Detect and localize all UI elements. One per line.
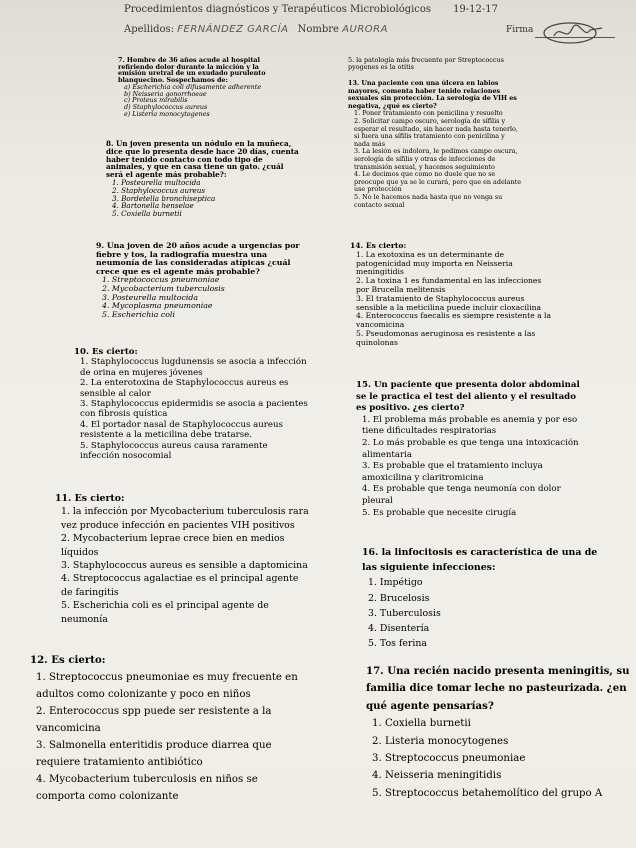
answer-option: 2. Lo más probable es que tenga una intoxicación [362,437,579,448]
question-stem-line: negativa, ¿qué es cierto? [348,101,437,110]
text-line: 5. la patología más frecuente por Streptococcus [348,56,504,64]
answer-option: amoxicilina y claritromicina [362,472,484,483]
question-17 [366,663,630,802]
answer-option: b) Neisseria gonorrhoeae [124,89,207,98]
nombre-value: AURORA [342,24,388,35]
statement-line: por Brucella melitensis [356,284,446,294]
answer-option: tiene dificultades respiratorias [362,426,497,437]
question-stem-line: neumonía de las consideradas atípicas ¿cuál [96,258,291,268]
answer-option: 1. Impétigo [368,577,423,589]
question-stem-line: 8. Un joven presenta un nódulo en la muñeca, [106,139,292,148]
statement-line: resistente a la meticilina debe tratarse. [80,430,252,441]
answer-option: 2. Staphylococcus aureus [112,185,206,195]
statement-line: 3. Salmonella enteritidis produce diarrea que [36,740,272,751]
statement-line: 2. Mycobacterium leprae crece bien en medios [61,533,285,545]
answer-option: 4. Neisseria meningitidis [372,770,502,782]
statement-line: vancomicina [356,320,405,330]
answer-option: esperar el resultado, sin hacer nada hasta tenerlo, [354,124,518,133]
statement-line: de orina en mujeres jóvenes [80,367,203,378]
answer-option: 3. Tuberculosis [368,607,441,619]
answer-option: 5. No le hacemos nada hasta que no venga su [354,192,503,201]
firma-label: Firma [506,25,534,35]
question-stem-line: las siguiente infecciones: [362,562,496,574]
answer-option: 4. Mycoplasma pneumoniae [102,301,213,311]
statement-line: 3. Staphylococcus aureus es sensible a daptomicina [61,560,308,572]
question-11 [55,492,309,626]
answer-option: 2. Listeria monocytogenes [372,735,509,747]
question-14 [350,242,551,348]
question-stem-line: haber tenido contacto con todo tipo de [106,154,263,164]
statement-line: 5. Pseudomonas aeruginosa es resistente a las [356,328,536,338]
answer-option: 4. Disentería [368,623,430,635]
answer-option: use protección [354,185,402,194]
statement-line: 4. El portador nasal de Staphylococcus aureus [80,419,283,430]
statement-line: neumonía [61,613,108,625]
question-stem-line: se le practica el test del aliento y el resultado [356,391,576,402]
statement-line: requiere tratamiento antibiótico [36,757,203,768]
answer-option: 1. Poner tratamiento con penicilina y resuelto [354,109,503,118]
exam-date: 19-12-17 [453,4,498,15]
answer-option: 3. Streptococcus pneumoniae [372,753,526,765]
question-15 [356,380,580,519]
question-12 [30,652,298,805]
question-stem-line: 7. Hombre de 36 años acude al hospital [118,56,260,64]
answer-option: 4. Le decimos que como no duele que no se [354,170,496,179]
answer-option: serología de sífilis y otras de infecciones de [354,154,496,163]
question-8 [106,140,299,218]
statement-line: adultos como colonizante y poco en niños [36,689,251,700]
answer-option: 5. Tos ferina [368,638,428,650]
statement-line: 5. Staphylococcus aureus causa raramente [80,440,268,451]
answer-option: 1. El problema más probable es anemia y por eso [362,414,578,425]
statement-line: 1. Staphylococcus lugdunensis se asocia a infección [80,357,307,368]
question-9 [96,242,300,319]
question-13 [348,80,521,209]
question-stem-line: blanquecino. Sospechamos de: [118,76,228,85]
answer-option: 5. Es probable que necesite cirugía [362,507,517,518]
question-stem-line: 9. Una joven de 20 años acude a urgencias por [96,241,300,250]
answer-option: e) Listeria monocytogenes [124,109,210,118]
question-stem-line: 13. Una paciente con una úlcera en labios [348,79,499,87]
answer-option: c) Proteus mirabilis [124,96,188,105]
statement-line: quinolonas [356,337,398,347]
answer-option: 3. Bordetella bronchiseptica [112,193,216,203]
statement-line: 2. La toxina 1 es fundamental en las infecciones [356,276,542,286]
question-stem-line: 16. la linfocitosis es característica de una de [362,547,598,558]
statement-line: 5. Escherichia coli es el principal agente de [61,600,269,612]
statement-line: 4. Enterococcus faecalis es siempre resistente a la [356,311,552,321]
question-title: 14. Es cierto: [350,241,407,250]
answer-option: 5. Streptococcus betahemolítico del grupo A [372,787,603,799]
statement-line: meningitidis [356,267,404,277]
statement-line: vancomicina [36,723,101,734]
question-title: 10. Es cierto: [74,347,138,357]
answer-option: 2. Mycobacterium tuberculosis [102,283,225,293]
answer-option: 1. Streptococcus pneumoniae [102,275,220,285]
question-stem-line: mayores, comenta haber tenido relaciones [348,86,501,95]
answer-option: 3. Posteurella multocida [102,292,199,302]
statement-line: líquidos [61,546,99,558]
statement-line: vez produce infección en pacientes VIH positivos [61,519,295,531]
statement-line: con fibrosis quística [80,409,168,420]
apellidos-label: Apellidos: [124,24,175,35]
statement-line: 1. Streptococcus pneumoniae es muy frecuente en [36,672,298,683]
answer-option: 4. Bartonella henselae [112,201,194,211]
question-stem-line: emisión uretral de un exudado purulento [118,69,266,78]
answer-option: 5. Coxiella burnetii [112,209,182,219]
header-title [124,4,498,15]
answer-option: 1. Coxiella burnetii [372,718,471,730]
statement-line: 4. Streptococcus agalactiae es el principal agente [61,573,299,585]
answer-option: si fuera una sífilis tratamiento con penicilina y [354,132,505,141]
answer-option: a) Escherichia coli difusamente adherente [124,82,262,91]
nombre-label: Nombre [297,24,339,35]
answer-option: transmisión sexual, y hacemos seguimiento [354,162,495,171]
answer-option: 2. Solicitar campo oscuro, serología de sífilis y [354,116,506,125]
answer-option: 4. Es probable que tenga neumonía con dolor [362,484,561,495]
question-stem-line: animales, y que en casa tiene un gato. ¿cuál [106,162,284,172]
statement-line: 3. Staphylococcus epidermidis se asocia a pacientes [80,399,308,410]
question-stem-line: será el agente más probable?: [106,170,227,180]
answer-option: 2. Brucelosis [368,592,430,604]
apellidos-value: FERNÁNDEZ GARCÍA [177,24,289,35]
answer-option: 1. Posteurella multocida [112,177,201,187]
exam-title: Procedimientos diagnósticos y Terapéuticos Microbiológicos [124,4,432,15]
statement-line: comporta como colonizante [36,791,179,802]
question-stem-line: crece que es el agente más probable? [96,266,260,276]
answer-option: d) Staphylococcus aureus [124,102,208,111]
statement-line: 2. Enterococcus spp puede ser resistente a la [36,706,272,717]
answer-option: 3. Es probable que el tratamiento incluya [362,461,543,472]
answer-option: preocupe que ya se le curará, pero que en adelante [354,177,522,186]
student-name-row [124,24,388,35]
statement-line: de faringitis [61,586,119,598]
signature [540,20,610,46]
question-7 [118,57,265,117]
answer-option: alimentaria [362,449,412,460]
question-16 [362,545,597,651]
answer-option: pleural [362,495,393,506]
question-5-continuation [348,57,504,70]
question-stem-line: fiebre y tos, la radiografía muestra una [96,249,268,259]
answer-option: nada más [354,139,386,148]
statement-line: sensible al calor [80,388,151,399]
question-stem-line: dice que lo presenta desde hace 20 días, cuenta [106,146,299,156]
answer-option: contacto sexual [354,200,405,209]
question-stem-line: refiriendo dolor durante la micción y la [118,62,259,71]
statement-line: infección nosocomial [80,451,172,462]
statement-line: 4. Mycobacterium tuberculosis en niños se [36,774,258,785]
statement-line: 1. La exotoxina es un determinante de [356,249,504,259]
question-title: 12. Es cierto: [30,654,106,666]
question-stem-line: 15. Un paciente que presenta dolor abdominal [356,380,580,390]
statement-line: 2. La enterotoxina de Staphylococcus aureus es [80,378,289,389]
question-stem-line: qué agente pensarías? [366,699,494,712]
question-title: 11. Es cierto: [55,493,125,504]
text-line: pyogenes es la otitis [348,62,414,71]
question-stem-line: 17. Una recién nacido presenta meningitis, su [366,665,630,677]
answer-option: 5. Escherichia coli [102,309,175,319]
question-stem-line: sexuales sin protección. La serología de VIH es [348,94,517,103]
statement-line: sensible a la meticilina puede incluir cloxacilina [356,302,542,312]
statement-line: 3. El tratamiento de Staphylococcus aureus [356,293,525,303]
statement-line: patogenicidad muy importa en Neisseria [356,258,513,268]
answer-option: 3. La lesión es indolora, le pedimos campo oscura, [354,147,518,156]
statement-line: 1. la infección por Mycobacterium tuberculosis rara [61,506,309,518]
question-stem-line: familia dice tomar leche no pasteurizada. ¿en [366,682,627,695]
question-stem-line: es positivo. ¿es cierto? [356,403,465,414]
question-10 [74,347,308,461]
